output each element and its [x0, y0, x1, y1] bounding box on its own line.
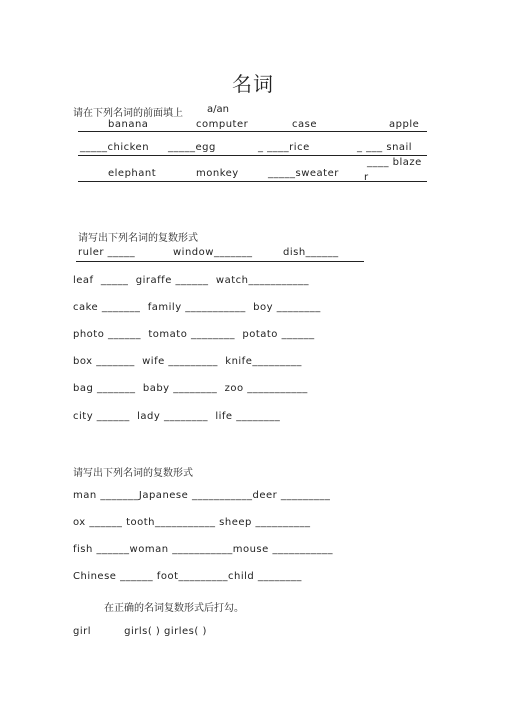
word-computer: computer: [196, 119, 249, 130]
exercise-row: bag _______ baby ________ zoo ___________: [73, 383, 308, 394]
word-elephant: elephant: [108, 168, 157, 179]
exercise-row: photo ______ tomato ________ potato ______: [73, 329, 315, 340]
article-hint: a/an: [207, 104, 229, 115]
word-rice: _ ____rice: [258, 142, 310, 153]
section3-instruction: 请写出下列名词的复数形式: [73, 468, 193, 479]
word-monkey: monkey: [196, 168, 239, 179]
table-line: [76, 261, 364, 262]
exercise-row: girl girls( ) girles( ): [73, 626, 207, 637]
exercise-row: city ______ lady ________ life ________: [73, 411, 281, 422]
exercise-row: leaf _____ giraffe ______ watch___________: [73, 275, 309, 286]
word-case: case: [292, 119, 317, 130]
section2-instruction: 请写出下列名词的复数形式: [78, 233, 198, 244]
exercise-row: Chinese ______ foot_________child ________: [73, 571, 302, 582]
table-line: [78, 181, 427, 182]
word-chicken: _____chicken: [80, 142, 150, 153]
word-blazer-part2: r: [364, 172, 369, 183]
word-blazer-part1: ____ blaze: [367, 157, 422, 168]
word-banana: banana: [108, 119, 149, 130]
row-dish: dish______: [283, 247, 339, 258]
row-ruler: ruler _____: [78, 247, 136, 258]
table-line: [78, 155, 427, 156]
section1-instruction: 请在下列名词的前面填上: [73, 108, 183, 119]
exercise-row: box _______ wife _________ knife_________: [73, 356, 302, 367]
word-sweater: _____sweater: [268, 168, 339, 179]
exercise-row: fish ______woman ___________mouse ___________: [73, 544, 333, 555]
exercise-row: cake _______ family ___________ boy ________: [73, 302, 321, 313]
word-snail: _ ___ snail: [357, 142, 413, 153]
exercise-row: man _______Japanese ___________deer _________: [73, 490, 331, 501]
word-apple: apple: [389, 119, 420, 130]
section4-instruction: 在正确的名词复数形式后打勾。: [104, 603, 244, 614]
exercise-row: ox ______ tooth___________ sheep __________: [73, 517, 311, 528]
row-window: window_______: [173, 247, 253, 258]
page-title: 名词: [232, 72, 274, 96]
word-egg: _____egg: [168, 142, 216, 153]
table-line: [78, 131, 427, 132]
